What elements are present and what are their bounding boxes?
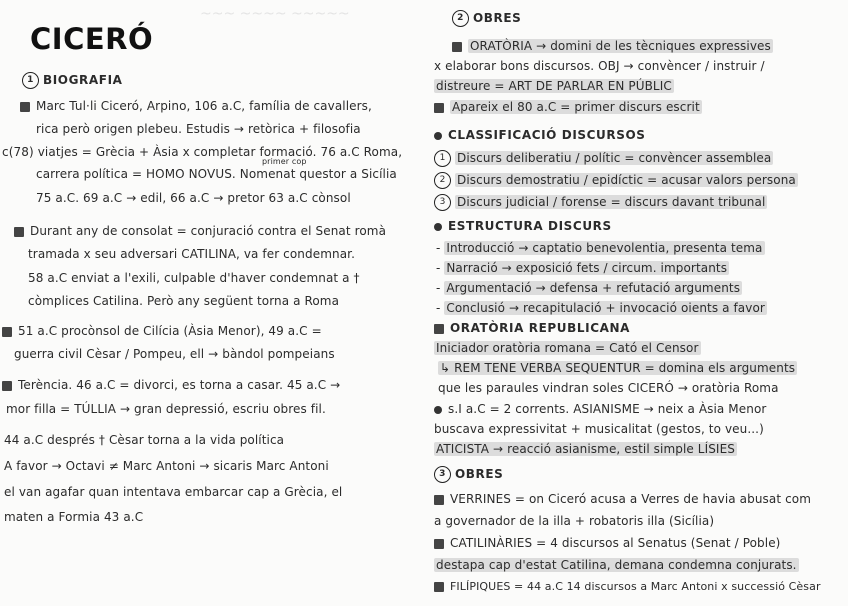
discurs-item-text: Discurs demostratiu / epidíctic = acusar valors persona [457,173,796,187]
rep-line: que les paraules vindran soles CICERÓ → oratòria Roma [438,381,779,395]
rep-line-text: Iniciador oratòria romana = Cató el Censor [436,341,699,355]
bio-line: carrera política = HOMO NOVUS. Nomenat questor a Sicília [36,167,397,181]
republicana-heading-text: ORATÒRIA REPUBLICANA [450,321,631,335]
pro-line-text: Apareix el 80 a.C = primer discurs escrit [452,100,700,114]
discurs-item [434,172,798,189]
section-number: 2 [452,10,469,27]
square-bullet-icon [2,381,12,391]
square-bullet-icon [434,582,444,592]
discurs-item [434,194,767,211]
obres3-item-text: VERRINES = on Ciceró acusa a Verres de havia abusat com [450,492,811,506]
bleed-through-text: ~~~ ~~~~ ~~~~~ [200,6,350,22]
bio-line: A favor → Octavi ≠ Marc Antoni → sicaris Marc Antoni [4,459,329,473]
bio-line [2,377,340,393]
bio-line-text: Durant any de consolat = conjuració contra el Senat romà [30,224,387,238]
rep-line [438,360,797,376]
square-bullet-icon [2,327,12,337]
obres3-item [434,557,799,573]
bio-line [2,323,322,339]
estructura-item-text: Argumentació → defensa + refutació arguments [446,281,741,295]
estructura-item-text: Narració → exposició fets / circum. importants [446,261,728,275]
square-bullet-icon [434,539,444,549]
rep-line [434,441,737,457]
rep-line-text: s.I a.C = 2 corrents. ASIANISME → neix a Àsia Menor [448,402,767,416]
section-number: 3 [434,466,451,483]
bio-line-text: Terència. 46 a.C = divorci, es torna a casar. 45 a.C → [18,378,341,392]
obres3-item [434,535,780,551]
estructura-item: - Conclusió → recapitulació + invocació oients a favor [436,301,765,315]
oratoria-line: x elaborar bons discursos. OBJ → convèncer / instruir / [434,59,765,73]
square-bullet-icon [452,42,462,52]
rep-line: buscava expressivitat + musicalitat (gestos, to veu...) [434,422,764,436]
bio-line: maten a Formia 43 a.C [4,510,144,524]
estructura-item: - Argumentació → defensa + refutació arguments [436,281,741,295]
dot-bullet-icon [434,132,442,140]
square-bullet-icon [434,103,444,113]
obres-heading [452,10,521,27]
estructura-item-text: Introducció → captatio benevolentia, presenta tema [446,241,763,255]
dot-bullet-icon [434,406,442,414]
obres3-item: a governador de la illa + robatoris illa (Sicília) [434,514,715,528]
page-title: CICERÓ [30,22,154,56]
square-bullet-icon [14,227,24,237]
classif-heading [434,127,646,143]
bio-line [2,144,402,160]
number-icon: 2 [434,172,451,189]
obres3-item [434,491,811,507]
oratoria-line-text: ORATÒRIA → domini de les tècniques expressives [470,39,771,53]
rep-line-text: ATICISTA → reacció asianisme, estil simple LÍSIES [436,442,735,456]
bio-line [20,98,372,114]
biography-heading-text: BIOGRAFIA [43,73,123,87]
obres3-item-text: destapa cap d'estat Catilina, demana condemna conjurats. [436,558,797,572]
bio-line-text: viatjes = Grècia + Àsia x completar formació. 76 a.C Roma, [37,145,403,159]
bio-line: tramada x seu adversari CATILINA, va fer condemnar. [28,247,355,261]
oratoria-line [452,38,773,54]
bio-line: còmplices Catilina. Però any següent torna a Roma [28,294,340,308]
estructura-item: - Introducció → captatio benevolentia, presenta tema [436,241,763,255]
number-icon: 3 [434,194,451,211]
obres3-item [434,579,821,595]
obres-heading-text: OBRES [473,11,522,25]
oratoria-line [434,78,674,94]
republicana-heading [434,320,630,336]
classif-heading-text: CLASSIFICACIÓ DISCURSOS [448,128,646,142]
obres3-heading-text: OBRES [455,467,504,481]
oratoria-line-text: distreure = ART DE PARLAR EN PÚBLIC [436,79,672,93]
bio-line: 58 a.C enviat a l'exili, culpable d'haver condemnat a † [28,271,360,285]
rep-line [434,340,701,356]
bio-line: 44 a.C després † Cèsar torna a la vida política [4,433,285,447]
bio-line: rica però origen plebeu. Estudis → retòrica + filosofia [36,122,361,136]
biography-heading [22,72,123,89]
square-bullet-icon [434,324,444,334]
number-icon: 1 [434,150,451,167]
bio-line-text: Marc Tul·li Ciceró, Arpino, 106 a.C, família de cavallers, [36,99,372,113]
discurs-item-text: Discurs deliberatiu / polític = convèncer assemblea [457,151,772,165]
pro-line [434,99,702,115]
estructura-item-text: Conclusió → recapitulació + invocació oients a favor [446,301,765,315]
estructura-item: - Narració → exposició fets / circum. importants [436,261,728,275]
discurs-item [434,150,773,167]
square-bullet-icon [20,102,30,112]
estructura-heading [434,218,612,234]
bio-line [14,223,386,239]
bio-line-text: 51 a.C procònsol de Cilícia (Àsia Menor), 49 a.C = [18,324,322,338]
rep-line-text: ↳ REM TENE VERBA SEQUENTUR = domina els arguments [440,361,796,375]
dot-bullet-icon [434,223,442,231]
bio-line: guerra civil Cèsar / Pompeu, ell → bàndol pompeians [14,347,335,361]
estructura-heading-text: ESTRUCTURA DISCURS [448,219,612,233]
margin-note: c(78) [2,145,34,159]
rep-line [434,401,766,417]
square-bullet-icon [434,495,444,505]
obres3-item-text: FILÍPIQUES = 44 a.C 14 discursos a Marc Antoni x successió Cèsar [450,580,821,593]
discurs-item-text: Discurs judicial / forense = discurs davant tribunal [457,195,766,209]
bio-line: el van agafar quan intentava embarcar cap a Grècia, el [4,485,343,499]
bio-line: 75 a.C. 69 a.C → edil, 66 a.C → pretor 63 a.C cònsol [36,191,351,205]
bio-line: mor filla = TÚLLIA → gran depressió, escriu obres fil. [6,402,326,416]
obres3-heading [434,466,503,483]
small-note: primer cop [262,157,307,166]
obres3-item-text: CATILINÀRIES = 4 discursos al Senatus (Senat / Poble) [450,536,781,550]
section-number: 1 [22,72,39,89]
